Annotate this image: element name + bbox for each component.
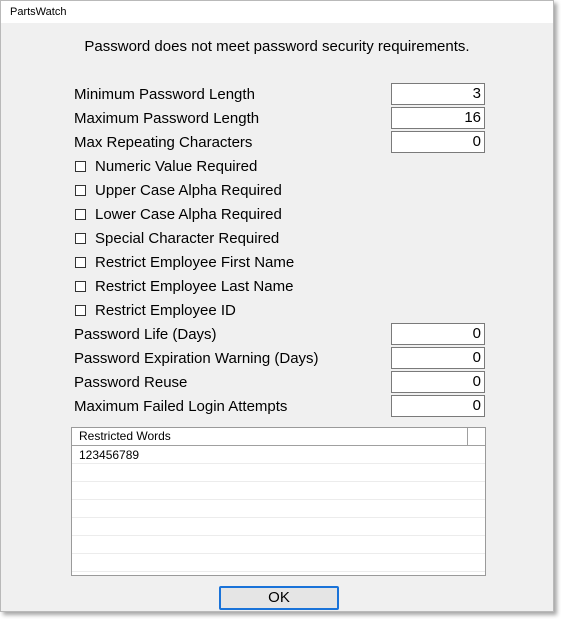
checkbox-box[interactable] [75, 185, 86, 196]
password-life-field[interactable]: 0 [391, 323, 485, 345]
lower-case-required-checkbox[interactable] [74, 205, 282, 223]
checkbox-box[interactable] [75, 161, 86, 172]
checkbox-label: Lower Case Alpha Required [95, 205, 282, 223]
restricted-words-grid[interactable] [71, 427, 486, 576]
max-repeating-label: Max Repeating Characters [74, 134, 253, 151]
window-title: PartsWatch [10, 6, 67, 18]
max-length-label: Maximum Password Length [74, 110, 260, 127]
checkbox-box[interactable] [75, 305, 86, 316]
password-life-label: Password Life (Days) [74, 326, 217, 343]
error-message: Password does not meet password security requirements. [84, 38, 470, 55]
min-length-field[interactable]: 3 [391, 83, 485, 105]
grid-body[interactable] [72, 446, 485, 576]
checkbox-box[interactable] [75, 233, 86, 244]
title-bar[interactable] [1, 1, 553, 23]
numeric-required-checkbox[interactable] [74, 157, 257, 175]
checkbox-label: Restrict Employee Last Name [95, 277, 294, 295]
checkbox-label: Upper Case Alpha Required [95, 181, 282, 199]
restrict-first-name-checkbox[interactable] [74, 253, 294, 271]
checkbox-label: Special Character Required [95, 229, 280, 247]
checkbox-label: Restrict Employee First Name [95, 253, 295, 271]
restrict-employee-id-checkbox[interactable] [74, 301, 236, 319]
password-reuse-field[interactable]: 0 [391, 371, 485, 393]
ok-button[interactable]: OK [219, 586, 339, 610]
checkbox-box[interactable] [75, 209, 86, 220]
expiration-warning-label: Password Expiration Warning (Days) [74, 350, 319, 367]
max-failed-logins-label: Maximum Failed Login Attempts [74, 398, 288, 415]
special-char-required-checkbox[interactable] [74, 229, 279, 247]
min-length-label: Minimum Password Length [74, 86, 255, 103]
password-reuse-label: Password Reuse [74, 374, 188, 391]
max-repeating-field[interactable]: 0 [391, 131, 485, 153]
max-length-field[interactable]: 16 [391, 107, 485, 129]
restricted-words-column-header[interactable]: Restricted Words [72, 428, 468, 445]
upper-case-required-checkbox[interactable] [74, 181, 282, 199]
checkbox-label: Numeric Value Required [95, 157, 258, 175]
expiration-warning-field[interactable]: 0 [391, 347, 485, 369]
checkbox-box[interactable] [75, 257, 86, 268]
checkbox-box[interactable] [75, 281, 86, 292]
table-row[interactable]: 123456789 [79, 448, 140, 462]
max-failed-logins-field[interactable]: 0 [391, 395, 485, 417]
restrict-last-name-checkbox[interactable] [74, 277, 293, 295]
grid-header [72, 428, 485, 446]
checkbox-label: Restrict Employee ID [95, 301, 236, 319]
